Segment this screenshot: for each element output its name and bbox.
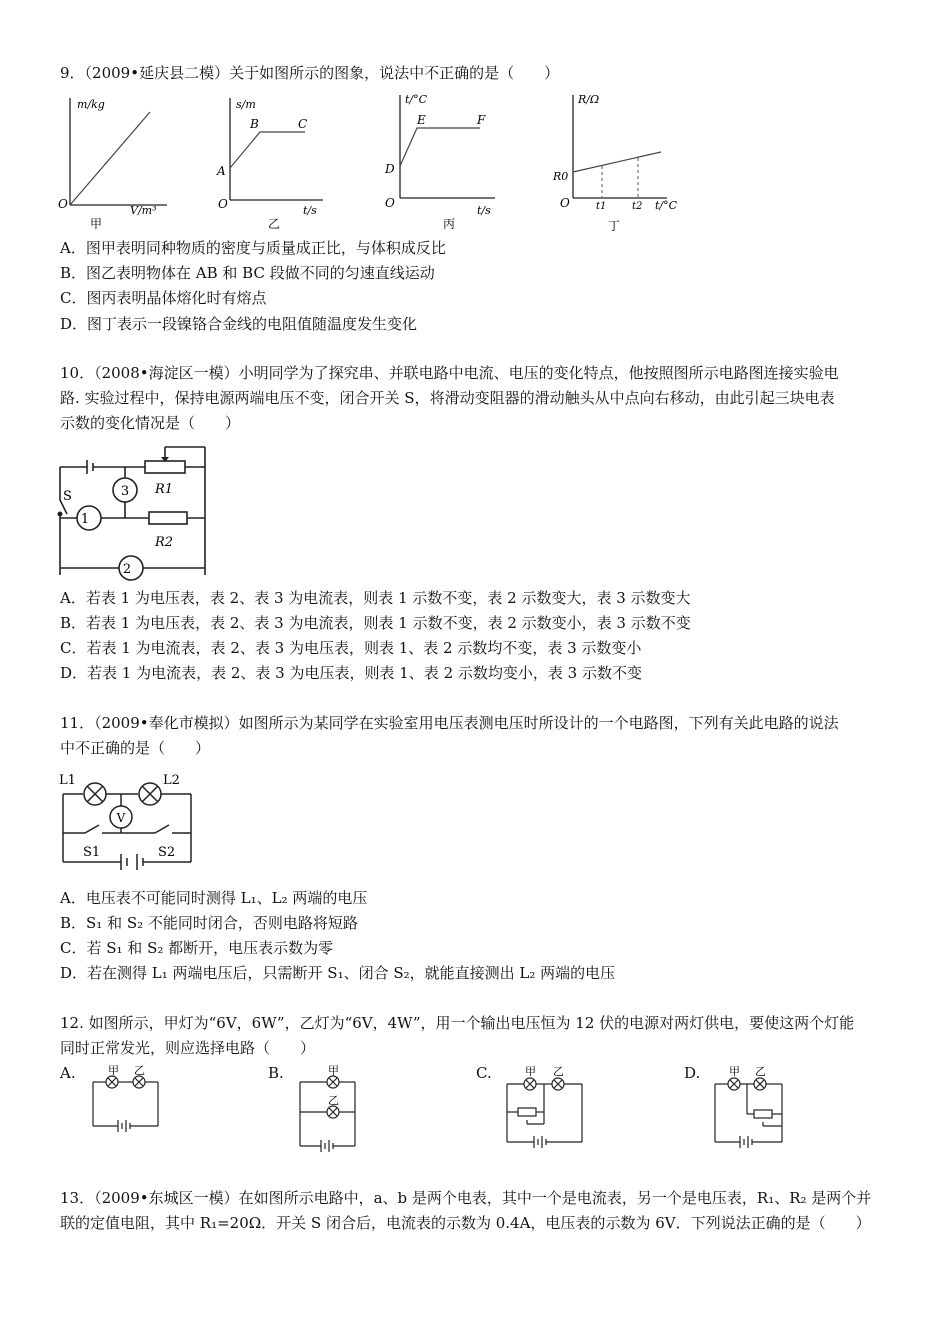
q12b-yi: 乙: [328, 1094, 339, 1107]
q10-circuit: [55, 442, 215, 584]
jia-xlabel: V/m³: [130, 204, 157, 217]
q12-choice-c: C.: [476, 1064, 492, 1082]
q12-circuit-b: [295, 1064, 365, 1154]
graph-jia: [58, 98, 167, 231]
q12b-jia: 甲: [328, 1064, 339, 1077]
q9-option-a: A．图甲表明同种物质的密度与质量成正比，与体积成反比: [60, 239, 446, 257]
l2-label: L2: [163, 773, 180, 788]
q11-stem-line1: 11．（2009•奉化市模拟）如图所示为某同学在实验室用电压表测电压时所设计的一个电路图，下列有关此电路的说法: [60, 714, 839, 732]
q13-stem-line1: 13．（2009•东城区一模）在如图所示电路中，a、b 是两个电表，其中一个是电流表，另一个是电压表，R₁、R₂ 是两个并: [60, 1189, 872, 1207]
ding-origin: O: [560, 196, 570, 210]
q10-stem-line2: 路. 实验过程中，保持电源两端电压不变，闭合开关 S，将滑动变阻器的滑动触头从中点向右移动，由此引起三块电表: [60, 389, 835, 407]
q12-choice-b: B.: [268, 1064, 284, 1082]
s1-label: S1: [83, 845, 101, 860]
jia-origin: O: [58, 197, 68, 211]
meter-1-label: 1: [80, 512, 90, 527]
ding-ylabel: R/Ω: [578, 93, 600, 106]
yi-ylabel: s/m: [236, 98, 256, 111]
jia-ylabel: m/kg: [77, 98, 105, 111]
q11-stem-line2: 中不正确的是（ ）: [60, 739, 211, 757]
q10-option-c: C．若表 1 为电流表，表 2、表 3 为电压表，则表 1、表 2 示数均不变，表 3 示数变小: [60, 639, 642, 657]
bing-point-e: E: [417, 113, 426, 127]
graph-yi: [216, 98, 323, 231]
q11-option-c: C．若 S₁ 和 S₂ 都断开，电压表示数为零: [60, 939, 334, 957]
ding-t2: t2: [632, 201, 643, 212]
q11-option-b: B．S₁ 和 S₂ 不能同时闭合，否则电路将短路: [60, 914, 358, 932]
yi-point-c: C: [298, 117, 308, 131]
s2-label: S2: [158, 845, 176, 860]
q10-stem-line1: 10．（2008•海淀区一模）小明同学为了探究串、并联电路中电流、电压的变化特点，他按照图所示电路图连接实验电: [60, 364, 839, 382]
ding-caption: 丁: [608, 219, 621, 233]
q9-stem: 9．（2009•延庆县二模）关于如图所示的图象，说法中不正确的是（ ）: [60, 64, 560, 82]
q12d-jia: 甲: [729, 1065, 740, 1078]
q10-stem-line3: 示数的变化情况是（ ）: [60, 414, 241, 432]
bing-origin: O: [385, 196, 395, 210]
q13-stem-line2: 联的定值电阻，其中 R₁=20Ω．开关 S 闭合后，电流表的示数为 0.4A，电压表的示数为 6V．下列说法正确的是（ ）: [60, 1214, 871, 1232]
meter-2-label: 2: [122, 562, 132, 577]
q9-option-d: D．图丁表示一段镍铬合金线的电阻值随温度发生变化: [60, 315, 418, 333]
q12-choice-d: D.: [684, 1064, 701, 1082]
yi-point-b: B: [250, 117, 259, 131]
q12-stem-line1: 12. 如图所示，甲灯为“6V，6W”，乙灯为“6V，4W”，用一个输出电压恒为 12 伏的电源对两灯供电，要使这两个灯能: [60, 1014, 855, 1032]
graph-bing: [384, 93, 495, 231]
bing-caption: 丙: [443, 217, 456, 231]
bing-xlabel: t/s: [477, 204, 491, 217]
q11-option-d: D．若在测得 L₁ 两端电压后，只需断开 S₁、闭合 S₂，就能直接测出 L₂ 两端的电压: [60, 964, 616, 982]
q9-graphs: [55, 90, 695, 235]
jia-caption: 甲: [90, 217, 103, 231]
q12-circuit-d: [710, 1064, 795, 1149]
q10-option-a: A．若表 1 为电压表，表 2、表 3 为电流表，则表 1 示数不变，表 2 示数变大，表 3 示数变大: [60, 589, 691, 607]
q12-stem-line2: 同时正常发光，则应选择电路（ ）: [60, 1039, 316, 1057]
voltmeter-label: V: [116, 811, 126, 825]
ding-xlabel: t/°C: [655, 199, 678, 212]
q12a-yi: 乙: [134, 1064, 145, 1077]
q12-choice-a: A.: [60, 1064, 76, 1082]
bing-point-f: F: [477, 113, 486, 127]
yi-point-a: A: [217, 164, 226, 178]
r1-label: R1: [155, 482, 174, 497]
q11-circuit: [55, 770, 205, 872]
q12-circuit-a: [88, 1064, 168, 1134]
yi-xlabel: t/s: [303, 204, 317, 217]
q9-option-c: C．图丙表明晶体熔化时有熔点: [60, 289, 267, 307]
graph-ding: [552, 93, 678, 233]
q11-option-a: A．电压表不可能同时测得 L₁、L₂ 两端的电压: [60, 889, 368, 907]
q12d-yi: 乙: [755, 1065, 766, 1078]
q10-option-d: D．若表 1 为电流表，表 2、表 3 为电压表，则表 1、表 2 示数均变小，表 3 示数不变: [60, 664, 642, 682]
q9-option-b: B．图乙表明物体在 AB 和 BC 段做不同的匀速直线运动: [60, 264, 435, 282]
q10-option-b: B．若表 1 为电压表，表 2、表 3 为电流表，则表 1 示数不变，表 2 示数变小，表 3 示数不变: [60, 614, 691, 632]
ding-t1: t1: [596, 201, 607, 212]
q12a-jia: 甲: [108, 1064, 119, 1077]
q12c-jia: 甲: [525, 1065, 536, 1078]
switch-s-label: S: [63, 489, 72, 504]
q12-circuit-c: [502, 1064, 587, 1149]
ding-r0: R0: [553, 170, 569, 183]
meter-3-label: 3: [120, 484, 130, 499]
bing-point-d: D: [385, 162, 395, 176]
yi-caption: 乙: [268, 217, 281, 231]
r2-label: R2: [155, 535, 174, 550]
q12c-yi: 乙: [553, 1065, 564, 1078]
bing-ylabel: t/°C: [405, 93, 428, 106]
yi-origin: O: [218, 197, 228, 211]
l1-label: L1: [59, 773, 76, 788]
